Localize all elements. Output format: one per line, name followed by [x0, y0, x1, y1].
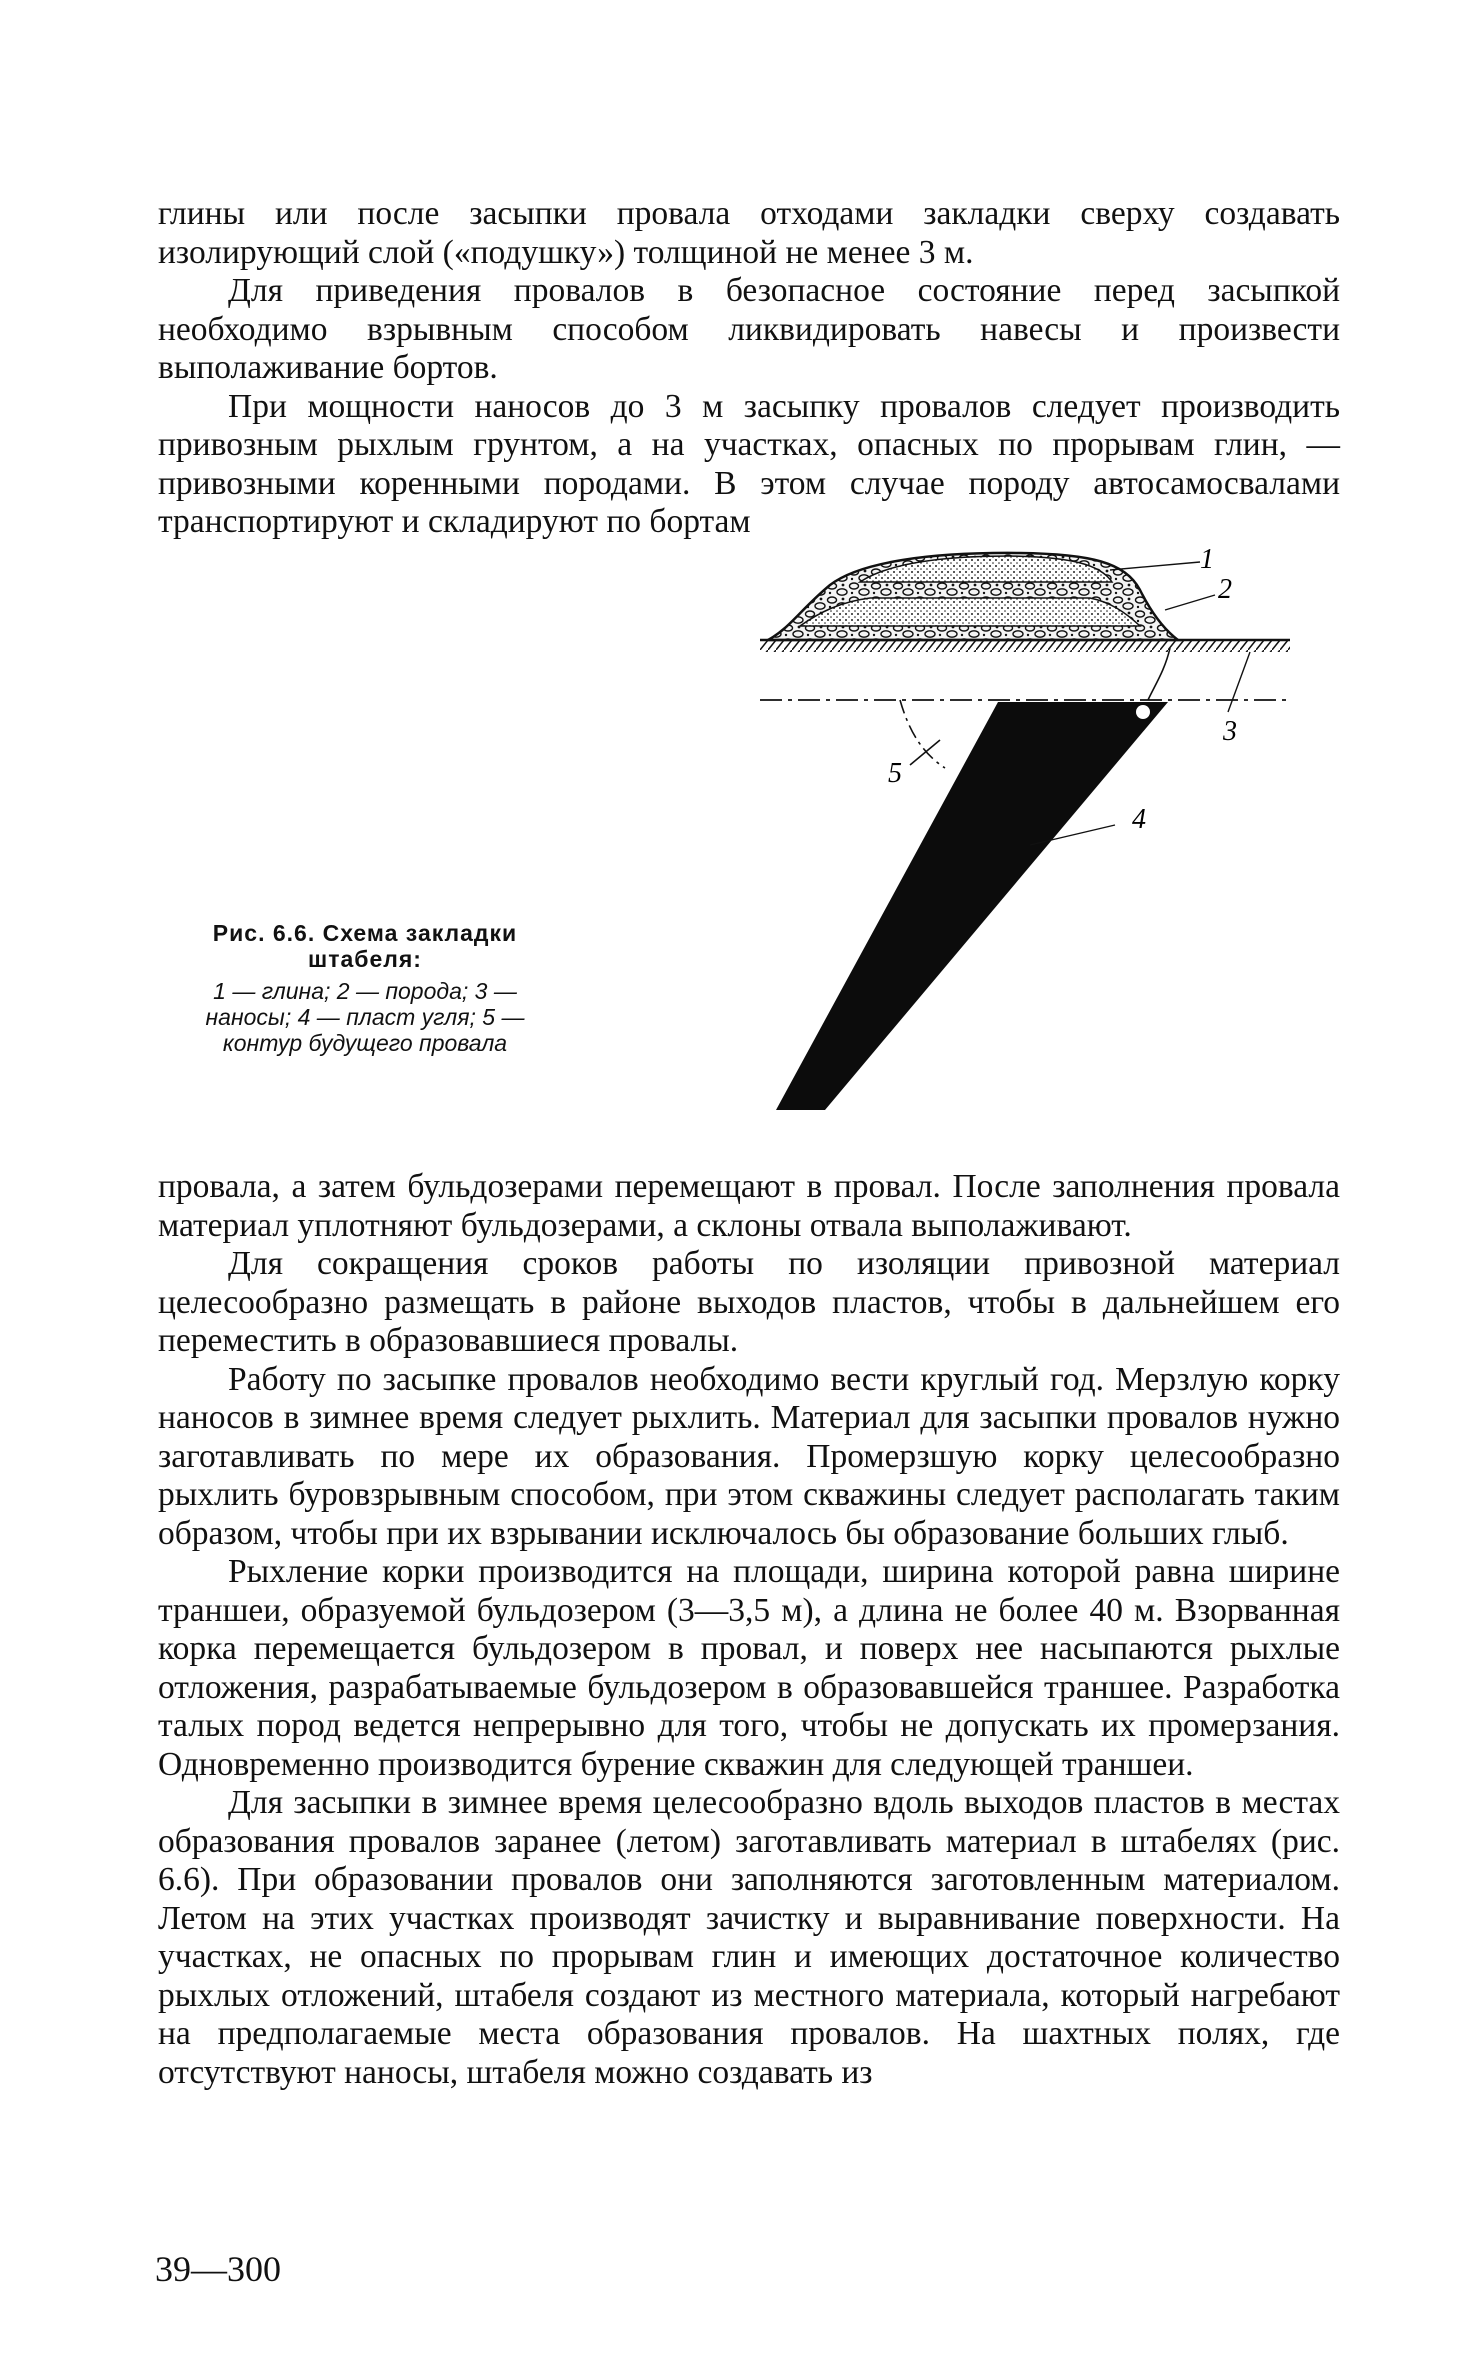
sinkhole-contour-right [1148, 648, 1170, 700]
clay-band [800, 598, 1140, 626]
paragraph: Работу по засыпке провалов необходимо вести круглый год. Мерзлую корку наносов в зимнее время следует рыхлить. Материал для засыпки провалов нужно заготавливать по мере их образования. Промерзшую корку целесообразно рыхлить буровзрывным способом, при этом скважины следует располагать таким образом, чтобы при их взрывании исключалось бы образование больших глыб. [158, 1360, 1340, 1552]
label-4: 4 [1132, 804, 1146, 835]
paragraph: Для засыпки в зимнее время целесообразно вдоль выходов пластов в местах образования провалов заранее (летом) заготавливать материал в штабелях (рис. 6.6). При образовании провалов они заполняются заготовленным материалом. Летом на этих участках производят зачистку и выравнивание поверхности. На участках, не опасных по прорывам глин и имеющих достаточное количество рыхлых отложений, штабеля создают из местного материала, который нагребают на предполагаемые места образования провалов. На шахтных полях, где отсутствуют наносы, штабеля можно создавать из [158, 1784, 1340, 2091]
ground-hatching [760, 640, 1290, 652]
leader-1 [1110, 562, 1200, 570]
label-2: 2 [1218, 574, 1232, 605]
caption-legend: 1 — глина; 2 — порода; 3 — наносы; 4 — пласт угля; 5 — контур будущего провала [205, 978, 525, 1056]
text-block-bottom [158, 1168, 1340, 2092]
paragraph: Рыхление корки производится на площади, ширина которой равна ширине траншеи, образуемой бульдозером (3—3,5 м), а длина не более 40 м. Взорванная корка перемещается бульдозером в провал, и поверх нее насыпаются рыхлые отложения, разрабатываемые бульдозером в образовавшейся траншее. Разработка талых пород ведется непрерывно для того, чтобы не допускать их промерзания. Одновременно производится бурение скважин для следующей траншеи. [158, 1553, 1340, 1783]
leader-2 [1165, 595, 1215, 610]
paragraph: глины или после засыпки провала отходами закладки сверху создавать изолирующий слой («подушку») толщиной не менее 3 м. [158, 195, 1340, 271]
stack-diagram-figure [760, 540, 1320, 1120]
figure-caption [180, 920, 550, 1056]
coal-seam [776, 702, 1168, 1110]
label-3: 3 [1223, 716, 1237, 747]
sinkhole-contour [900, 700, 945, 768]
page-signature: 39—300 [155, 2249, 281, 2289]
seam-marker [1136, 705, 1150, 719]
paragraph: провала, а затем бульдозерами перемещают в провал. После заполнения провала материал уплотняют бульдозерами, а склоны отвала выполаживают. [158, 1168, 1340, 1244]
label-5: 5 [888, 758, 902, 789]
paragraph: Для приведения провалов в безопасное состояние перед засыпкой необходимо взрывным способом ликвидировать навесы и произвести выполаживание бортов. [158, 272, 1340, 386]
text-block-top [158, 195, 1340, 542]
paragraph: Для сокращения сроков работы по изоляции привозной материал целесообразно размещать в районе выходов пластов, чтобы в дальнейшем его переместить в образовавшиеся провалы. [158, 1245, 1340, 1359]
leader-3 [1228, 652, 1250, 712]
paragraph: При мощности наносов до 3 м засыпку провалов следует производить привозным рыхлым грунтом, а на участках, опасных по прорывам глин, — привозными коренными породами. В этом случае породу автосамосвалами транспортируют и складируют по бортам [158, 387, 1340, 540]
caption-title: Рис. 6.6. Схема закладки штабеля: [212, 920, 518, 972]
label-1: 1 [1200, 544, 1214, 575]
contour-cross [910, 740, 940, 765]
